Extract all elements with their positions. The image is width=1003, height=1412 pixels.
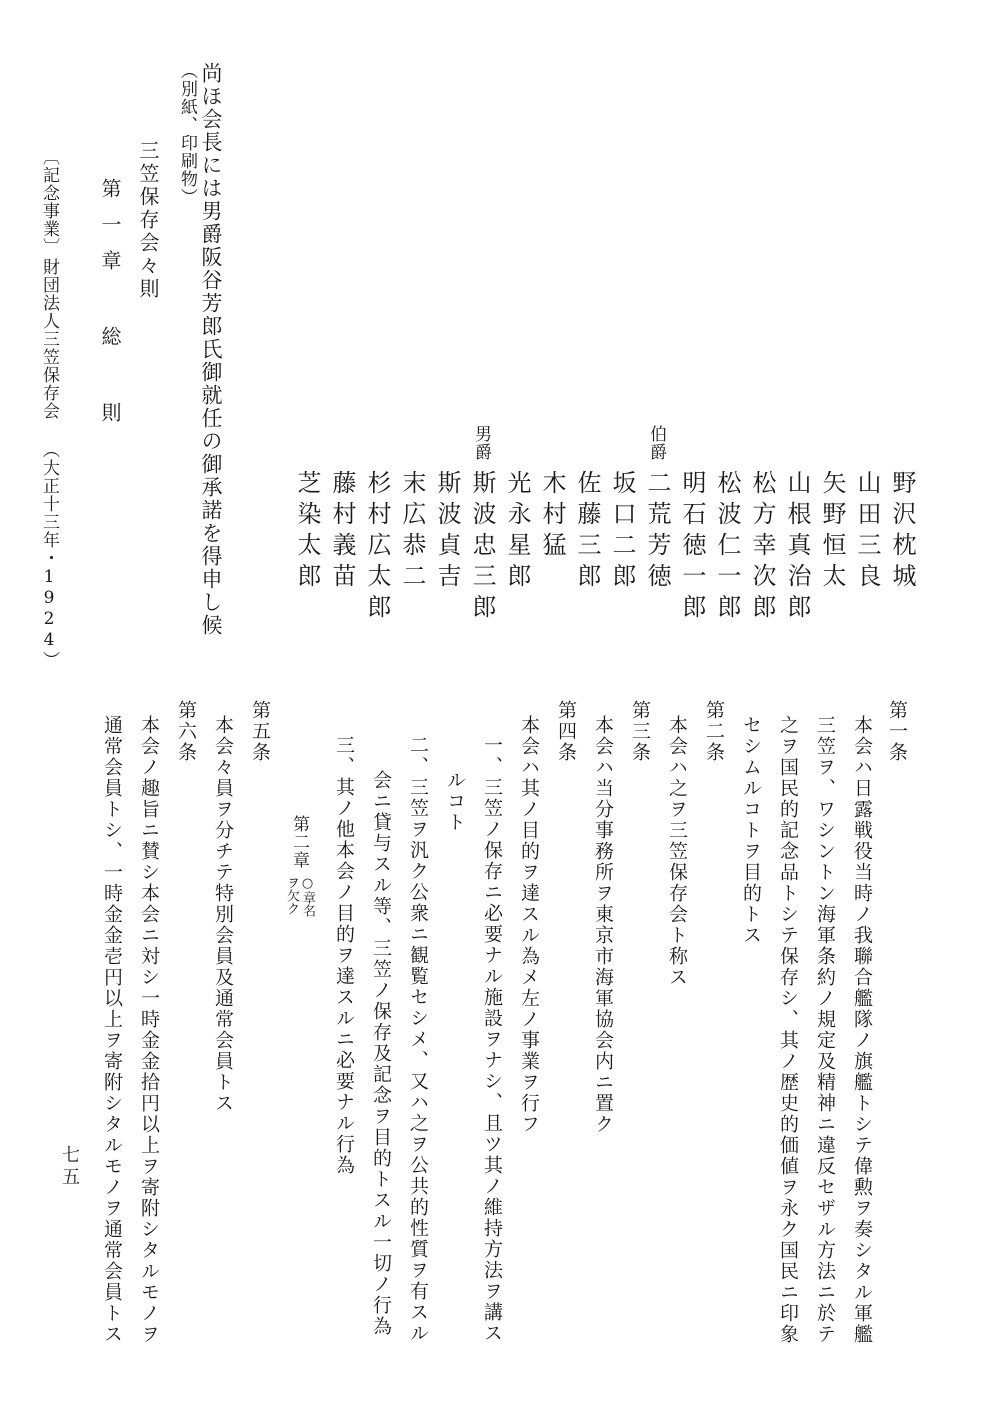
member-name: 野沢枕城 — [888, 470, 916, 594]
article-line: 本会ハ之ヲ三笠保存会ト称ス — [666, 715, 688, 988]
rules-title: 三笠保存会々則 — [136, 140, 160, 301]
member-name: 坂口二郎 — [608, 470, 636, 594]
article-line: セシムルコトヲ目的トス — [740, 715, 762, 946]
member-name: 末広恭二 — [398, 470, 426, 594]
member-name: 藤村義苗 — [328, 470, 356, 594]
article-item: ルコト — [444, 770, 466, 833]
article-item: 三、其ノ他本会ノ目的ヲ達スルニ必要ナル行為 — [333, 735, 355, 1176]
chapter2-note: 第二章 — [289, 815, 309, 869]
member-name: 矢野恒太 — [818, 470, 846, 594]
page-number: 七五 — [59, 1145, 80, 1189]
header-left: 〔記念事業〕 — [39, 148, 59, 256]
chapter1-title: 第一章 総 則 — [98, 178, 122, 438]
chapter2-note-sub: ○章名 — [300, 876, 315, 917]
article-line: 三笠ヲ、ワシントン海軍条約ノ規定及精神ニ違反セザル方法ニ於テ — [814, 715, 836, 1345]
member-name: 木村猛 — [538, 470, 566, 563]
member-name: 芝染太郎 — [293, 470, 321, 594]
member-name: 明石徳一郎 — [678, 470, 706, 625]
article-heading: 第六条 — [175, 700, 197, 763]
article-line: 本会ハ日露戦役当時ノ我聯合艦隊ノ旗艦トシテ偉勲ヲ奏シタル軍艦 — [851, 715, 873, 1345]
note-line: 尚ほ会長には男爵阪谷芳郎氏御就任の御承諾を得申し候 — [199, 62, 223, 637]
article-line: 之ヲ国民的記念品トシテ保存シ、其ノ歴史的価値ヲ永ク国民ニ印象 — [777, 715, 799, 1345]
article-heading: 第三条 — [629, 700, 651, 763]
article-heading: 第一条 — [886, 700, 908, 763]
member-name: 山田三良 — [853, 470, 881, 594]
member-name: 山根真治郎 — [783, 470, 811, 625]
member-name: 佐藤三郎 — [573, 470, 601, 594]
article-line: 本会ノ趣旨ニ賛シ本会ニ対シ一時金金拾円以上ヲ寄附シタルモノヲ — [138, 715, 160, 1345]
member-name: 松波仁一郎 — [713, 470, 741, 625]
article-line: 通常会員トシ、一時金金壱円以上ヲ寄附シタルモノヲ通常会員トス — [101, 715, 123, 1345]
article-item: 二、三笠ヲ汎ク公衆ニ観覧セシメ、又ハ之ヲ公共的性質ヲ有スル — [407, 735, 429, 1344]
member-rank: 伯爵 — [646, 425, 666, 461]
article-item: 一、三笠ノ保存ニ必要ナル施設ヲナシ、且ツ其ノ維持方法ヲ講ス — [481, 735, 503, 1344]
member-name: 二荒芳徳 — [643, 470, 671, 594]
article-line: 本会ハ其ノ目的ヲ達スル為メ左ノ事業ヲ行フ — [518, 715, 540, 1135]
member-name: 斯波忠三郎 — [468, 470, 496, 625]
member-name: 松方幸次郎 — [748, 470, 776, 625]
attachment-label: （別紙、印刷物） — [177, 62, 197, 206]
article-line: 本会ハ当分事務所ヲ東京市海軍協会内ニ置ク — [592, 715, 614, 1135]
member-rank: 男爵 — [471, 425, 491, 461]
chapter2-note-sub: ヲ欠ク — [284, 876, 299, 915]
article-heading: 第五条 — [249, 700, 271, 763]
member-name: 斯波貞吉 — [433, 470, 461, 594]
article-heading: 第四条 — [555, 700, 577, 763]
article-item: 会ニ貸与スル等、三笠ノ保存及記念ヲ目的トスル一切ノ行為 — [370, 770, 392, 1337]
article-heading: 第二条 — [703, 700, 725, 763]
member-name: 光永星郎 — [503, 470, 531, 594]
article-line: 本会々員ヲ分チテ特別会員及通常会員トス — [212, 715, 234, 1114]
member-name: 杉村広太郎 — [363, 470, 391, 625]
header-right: 財団法人三笠保存会 （大正十三年・1924） — [39, 258, 59, 669]
